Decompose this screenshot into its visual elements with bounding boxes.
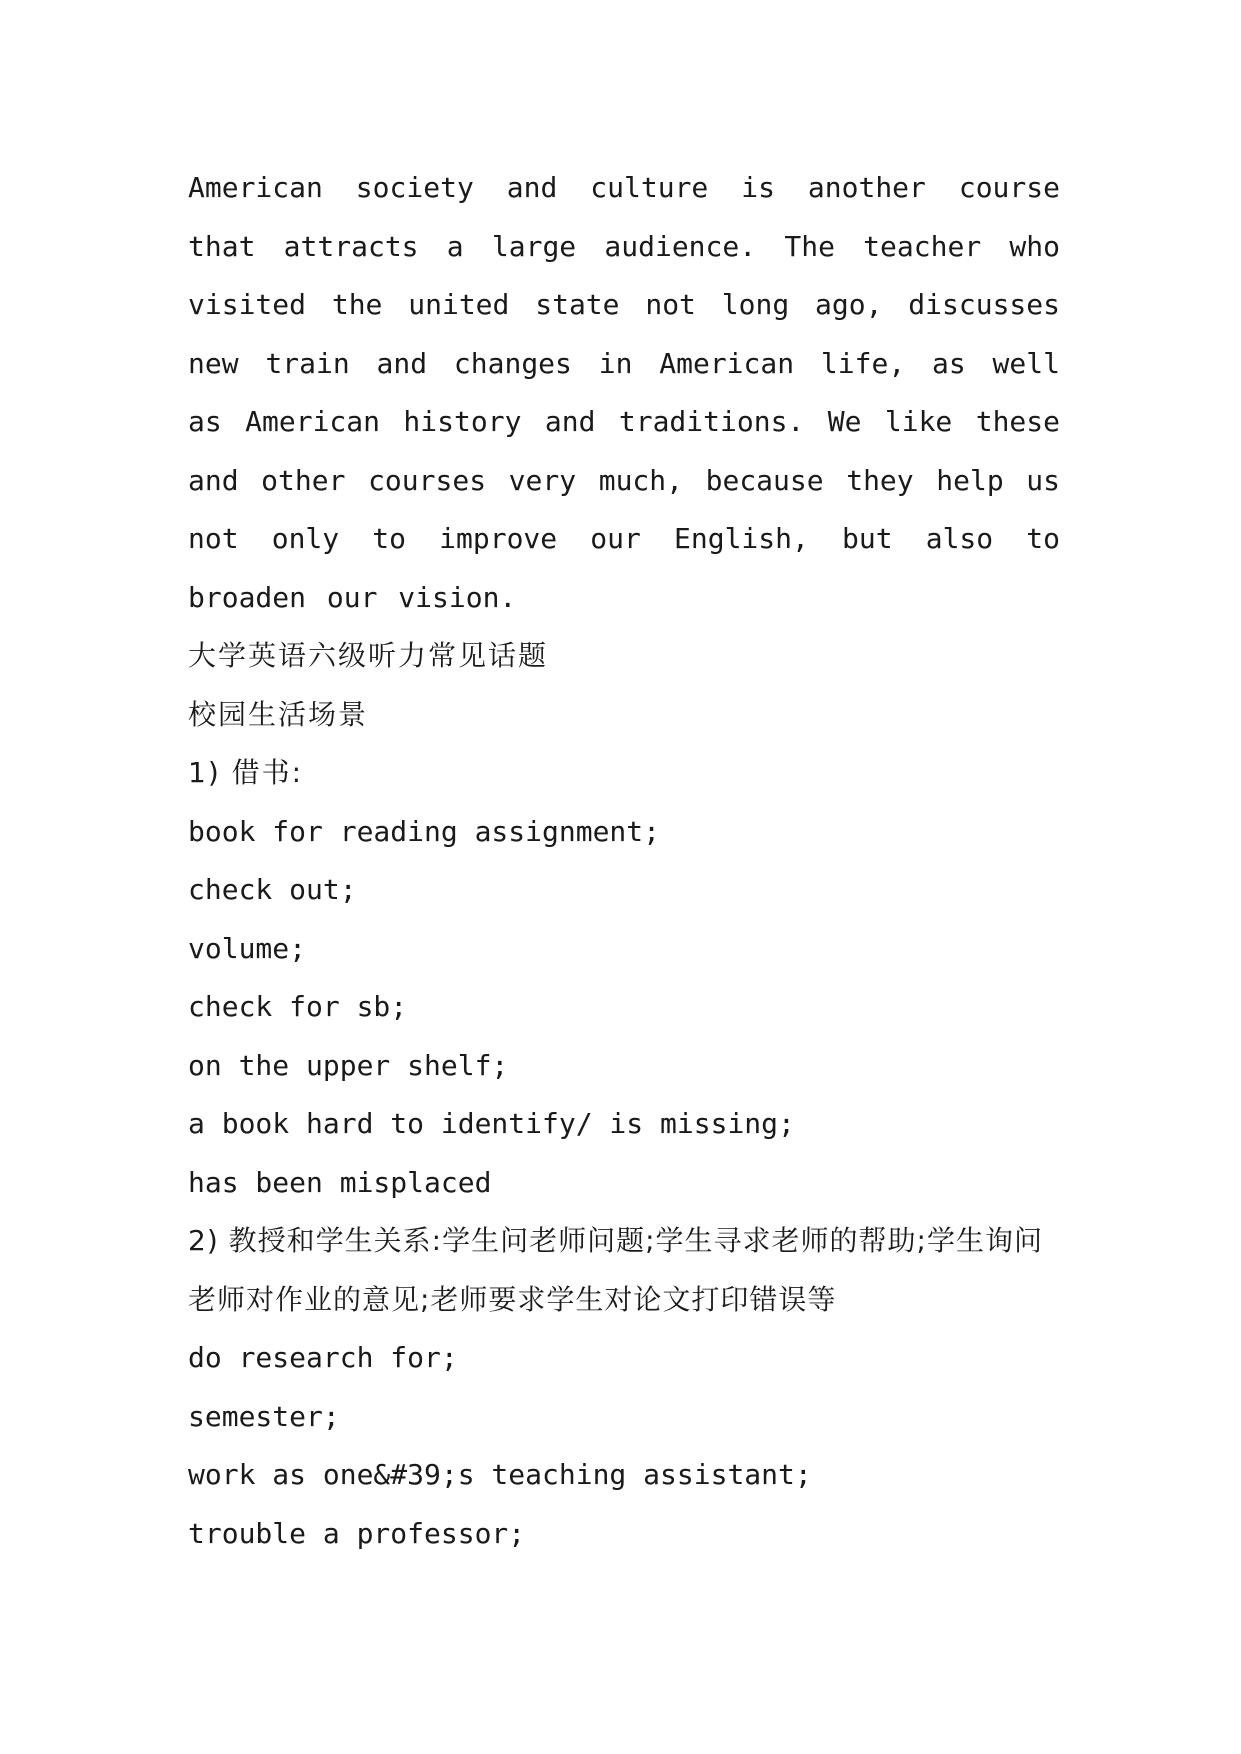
- list-item: on the upper shelf;: [188, 1048, 509, 1082]
- section2-title: 2) 教授和学生关系:学生问老师问题;学生寻求老师的帮助;学生询问老师对作业的意见;老师要求学生对论文打印错误等: [188, 1224, 1043, 1316]
- list-item: book for reading assignment;: [188, 814, 661, 848]
- list-item: work as one&#39;s teaching assistant;: [188, 1458, 812, 1491]
- document-body: [188, 159, 1060, 1563]
- list-item: volume;: [188, 931, 307, 965]
- list-item: has been misplaced: [188, 1165, 492, 1199]
- intro-paragraph: American society and culture is another course that attracts a large audience. The teacher who visited the united state not long ago, discusses new train and changes in American life, as well as American history and traditions. We like these and other courses very much, because they help us not only to improve our English, but also to broaden our vision.: [188, 171, 1060, 614]
- list-item: check out;: [188, 873, 357, 906]
- section1-title: 1) 借书:: [188, 756, 304, 789]
- heading-main: 大学英语六级听力常见话题: [188, 639, 549, 672]
- list-item: semester;: [188, 1399, 340, 1433]
- heading-sub: 校园生活场景: [188, 697, 369, 731]
- list-item: trouble a professor;: [188, 1516, 526, 1550]
- list-item: do research for;: [188, 1341, 458, 1374]
- list-item: check for sb;: [188, 990, 408, 1023]
- list-item: a book hard to identify/ is missing;: [188, 1107, 795, 1140]
